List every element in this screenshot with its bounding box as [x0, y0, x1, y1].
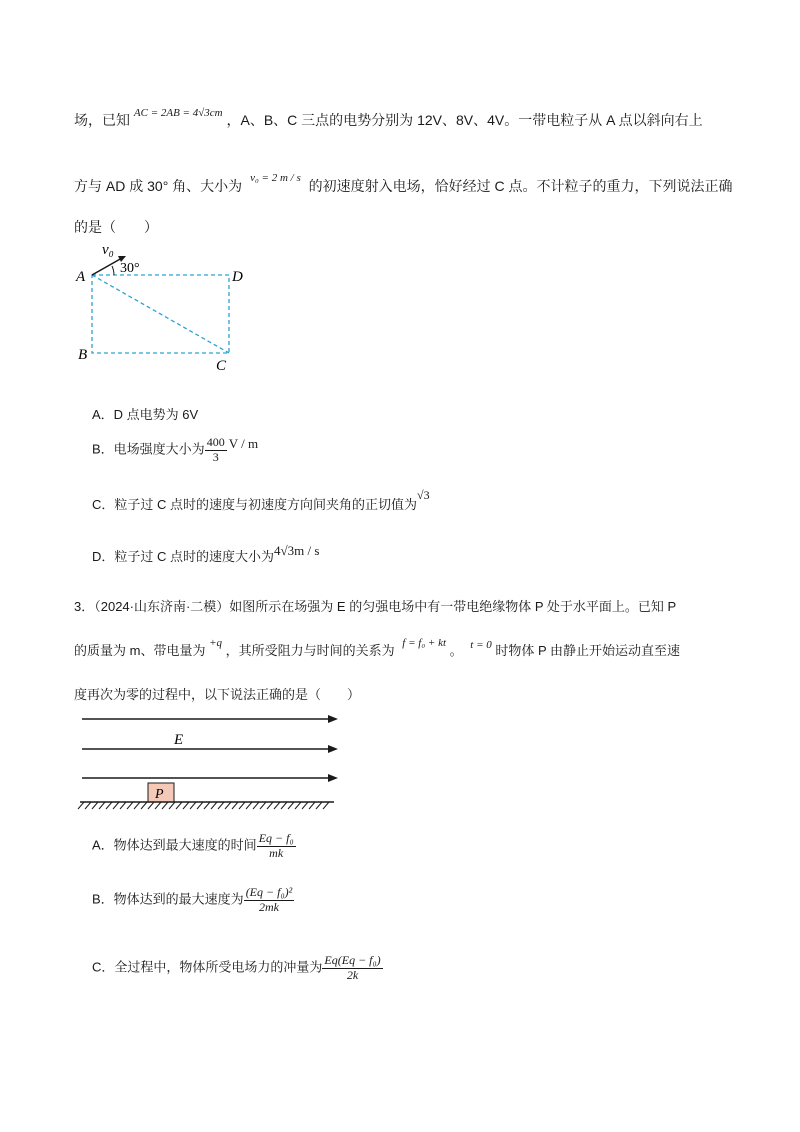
option-c-text: 粒子过 C 点时的速度与初速度方向间夹角的正切值为: [114, 497, 418, 512]
hatch-mark: [246, 802, 252, 809]
field-arrowhead-1: [328, 715, 338, 723]
label-b: B: [78, 347, 88, 363]
q3-option-b: [92, 886, 294, 915]
fraction-numerator: Eq(Eq − f₀): [324, 953, 381, 967]
q2-rectangle-figure: [70, 240, 250, 375]
ground-hatching: [78, 802, 329, 809]
label-angle: 30°: [120, 261, 140, 276]
option-b-fraction: [244, 886, 295, 915]
q2-line1-mid: ，A、B、C 三点的电势分别为 12V、8V、4V。一带电粒子从 A 点以斜向右上: [226, 112, 703, 128]
option-c-text: 全过程中，物体所受电场力的冲量为: [114, 959, 323, 975]
q2-option-a: [92, 404, 198, 423]
hatch-mark: [218, 802, 224, 809]
hatch-mark: [225, 802, 231, 809]
hatch-mark: [267, 802, 273, 809]
hatch-mark: [288, 802, 294, 809]
hatch-mark: [190, 802, 196, 809]
option-a-prefix: A．: [92, 407, 114, 422]
hatch-mark: [274, 802, 280, 809]
option-b-unit: V / m: [228, 435, 259, 451]
hatch-mark: [260, 802, 266, 809]
hatch-mark: [183, 802, 189, 809]
fraction-denominator: mk: [269, 845, 284, 860]
option-b-text: 物体达到的最大速度为: [113, 891, 244, 907]
hatch-mark: [85, 802, 91, 809]
option-a-text: 物体达到最大速度的时间: [113, 837, 257, 853]
fraction-denominator: 3: [212, 449, 219, 464]
q3-field-figure: [76, 708, 346, 814]
diagonal-ac: [92, 275, 229, 353]
fraction-denominator: 2mk: [258, 899, 279, 914]
option-b-prefix: B．: [92, 891, 114, 907]
hatch-mark: [106, 802, 112, 809]
hatch-mark: [204, 802, 210, 809]
option-a-prefix: A．: [92, 837, 114, 853]
hatch-mark: [141, 802, 147, 809]
label-c: C: [216, 358, 227, 374]
option-a-fraction: [257, 832, 296, 861]
q2-option-d: [92, 543, 320, 565]
hatch-mark: [239, 802, 245, 809]
q3-line-3: 度再次为零的过程中，以下说法正确的是（ ）: [74, 687, 361, 702]
label-p: P: [155, 787, 164, 802]
label-a: A: [76, 269, 86, 285]
hatch-mark: [316, 802, 322, 809]
q3-line-2: [74, 637, 681, 659]
hatch-mark: [309, 802, 315, 809]
q2-line2-prefix: 方与 AD 成 30° 角、大小为: [74, 178, 243, 194]
option-c-prefix: C．: [92, 959, 115, 975]
hatch-mark: [78, 802, 84, 809]
label-e: E: [174, 732, 184, 748]
q3-line-1: 3．（2024·山东济南·二模）如图所示在场强为 E 的匀强电场中有一带电绝缘物体 P 处于水平面上。已知 P: [74, 599, 677, 614]
field-arrowhead-2: [328, 745, 338, 753]
hatch-mark: [120, 802, 126, 809]
option-c-fraction: [322, 954, 382, 983]
velocity-arrow: [92, 258, 122, 275]
option-c-prefix: C．: [92, 497, 115, 512]
option-b-prefix: B．: [92, 441, 114, 457]
q3-option-c: [92, 954, 383, 983]
q2-line1-formula: AC = 2AB = 4√3cm: [133, 107, 223, 119]
option-d-text: 粒子过 C 点时的速度大小为: [114, 549, 275, 564]
q3-line2-c: 。: [449, 643, 463, 658]
hatch-mark: [162, 802, 168, 809]
hatch-mark: [99, 802, 105, 809]
q3-line2-d: 时物体 P 由静止开始运动直至速: [495, 643, 681, 658]
hatch-mark: [176, 802, 182, 809]
option-b-text: 电场强度大小为: [113, 441, 205, 457]
q2-line1-prefix: 场，已知: [74, 112, 130, 128]
q2-line-2: [74, 172, 733, 196]
option-a-text: D 点电势为 6V: [113, 407, 199, 422]
fraction-numerator: 400: [206, 435, 225, 449]
hatch-mark: [197, 802, 203, 809]
option-c-value: √3: [417, 488, 430, 502]
label-v0: v₀: [102, 242, 114, 258]
q2-line-3: 的是（ ）: [74, 219, 158, 235]
hatch-mark: [169, 802, 175, 809]
option-d-value: 4√3m / s: [274, 543, 320, 558]
fraction-numerator: (Eq − f₀)²: [245, 885, 293, 899]
angle-arc: [112, 266, 114, 275]
q3-resistance-formula: f = f₀ + kt: [402, 637, 447, 649]
option-b-fraction: [205, 436, 227, 465]
q3-line2-b: ，其所受阻力与时间的关系为: [225, 643, 395, 658]
q2-line-1: [74, 107, 703, 130]
field-arrowhead-3: [328, 774, 338, 782]
hatch-mark: [253, 802, 259, 809]
q3-charge: +q: [209, 637, 223, 649]
hatch-mark: [302, 802, 308, 809]
label-d: D: [232, 269, 243, 285]
hatch-mark: [155, 802, 161, 809]
hatch-mark: [295, 802, 301, 809]
hatch-mark: [323, 802, 329, 809]
fraction-numerator: Eq − f₀: [258, 831, 294, 845]
fraction-denominator: 2k: [346, 967, 359, 982]
hatch-mark: [148, 802, 154, 809]
q2-line2-formula: v₀ = 2 m / s: [250, 172, 301, 184]
option-d-prefix: D．: [92, 549, 115, 564]
q3-line2-a: 的质量为 m、带电量为: [74, 643, 206, 658]
hatch-mark: [113, 802, 119, 809]
hatch-mark: [211, 802, 217, 809]
hatch-mark: [281, 802, 287, 809]
q2-line2-suffix: 的初速度射入电场，恰好经过 C 点。不计粒子的重力，下列说法正确: [308, 178, 733, 194]
hatch-mark: [134, 802, 140, 809]
q3-time-zero: t = 0: [470, 639, 492, 651]
hatch-mark: [92, 802, 98, 809]
q3-option-a: [92, 832, 296, 861]
hatch-mark: [127, 802, 133, 809]
hatch-mark: [232, 802, 238, 809]
q2-option-c: [92, 488, 430, 513]
q2-option-b: [92, 436, 258, 465]
